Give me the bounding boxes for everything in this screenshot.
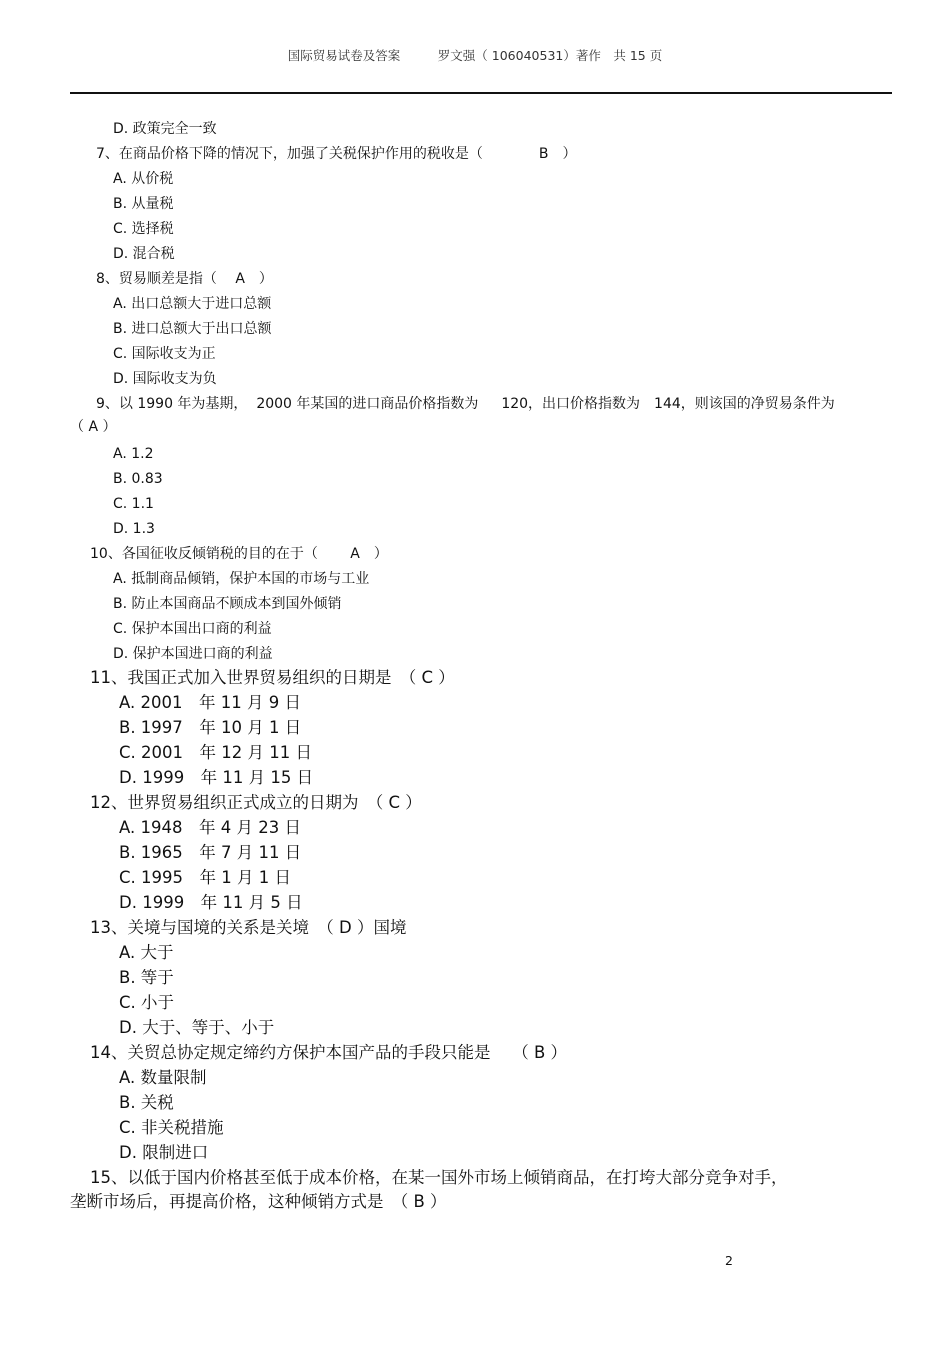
text-line: A. 数量限制 [119,1068,207,1087]
text-line: A. 2001 年 11 月 9 日 [119,693,301,712]
text-line: A. 从价税 [113,171,174,187]
text-line: C. 1995 年 1 月 1 日 [119,868,291,887]
text-line: 9、以 1990 年为基期， 2000 年某国的进口商品价格指数为 120，出口价格指数为 144，则该国的净贸易条件为 [96,396,835,412]
text-line: 7、在商品价格下降的情况下，加强了关税保护作用的税收是（ B ） [96,146,577,162]
text-line: D. 大于、等于、小于 [119,1018,275,1037]
text-line: 12、世界贸易组织正式成立的日期为 （ C ） [90,793,422,812]
text-line: C. 选择税 [113,221,174,237]
text-line: B. 从量税 [113,196,174,212]
text-line: 10、各国征收反倾销税的目的在于（ A ） [90,546,388,562]
text-line: C. 国际收支为正 [113,346,216,362]
text-line: 15、以低于国内价格甚至低于成本价格，在某一国外市场上倾销商品，在打垮大部分竞争对手， [90,1168,788,1187]
text-line: D. 混合税 [113,246,175,262]
text-line: B. 等于 [119,968,174,987]
header-rule [70,92,892,94]
text-line: C. 1.1 [113,496,154,512]
page-header: 国际贸易试卷及答案 罗文强（ 106040531）著作 共 15 页 [287,48,663,63]
text-line: D. 保护本国进口商的利益 [113,646,273,662]
text-line: A. 抵制商品倾销，保护本国的市场与工业 [113,571,370,587]
text-line: D. 1999 年 11 月 5 日 [119,893,303,912]
text-line: B. 防止本国商品不顾成本到国外倾销 [113,596,342,612]
text-line: 14、关贸总协定规定缔约方保护本国产品的手段只能是 （ B ） [90,1043,568,1062]
text-line: 垄断市场后，再提高价格，这种倾销方式是 （ B ） [70,1192,447,1211]
text-line: D. 1999 年 11 月 15 日 [119,768,314,787]
text-line: 11、我国正式加入世界贸易组织的日期是 （ C ） [90,668,455,687]
text-line: 8、贸易顺差是指（ A ） [96,271,273,287]
text-line: B. 进口总额大于出口总额 [113,321,272,337]
text-line: C. 非关税措施 [119,1118,224,1137]
text-line: D. 政策完全一致 [113,121,217,137]
text-line: A. 1948 年 4 月 23 日 [119,818,301,837]
text-line: C. 保护本国出口商的利益 [113,621,272,637]
text-line: B. 关税 [119,1093,174,1112]
text-line: C. 2001 年 12 月 11 日 [119,743,312,762]
text-line: A. 1.2 [113,446,154,462]
text-line: A. 出口总额大于进口总额 [113,296,272,312]
page-number: 2 [725,1253,733,1268]
text-line: D. 1.3 [113,521,155,537]
text-line: A. 大于 [119,943,174,962]
text-line: D. 国际收支为负 [113,371,217,387]
text-line: C. 小于 [119,993,175,1012]
text-line: B. 1965 年 7 月 11 日 [119,843,302,862]
text-line: B. 1997 年 10 月 1 日 [119,718,302,737]
text-line: B. 0.83 [113,471,163,487]
text-line: 13、关境与国境的关系是关境 （ D ）国境 [90,918,407,937]
text-line: （ A ） [70,419,117,435]
text-line: D. 限制进口 [119,1143,209,1162]
